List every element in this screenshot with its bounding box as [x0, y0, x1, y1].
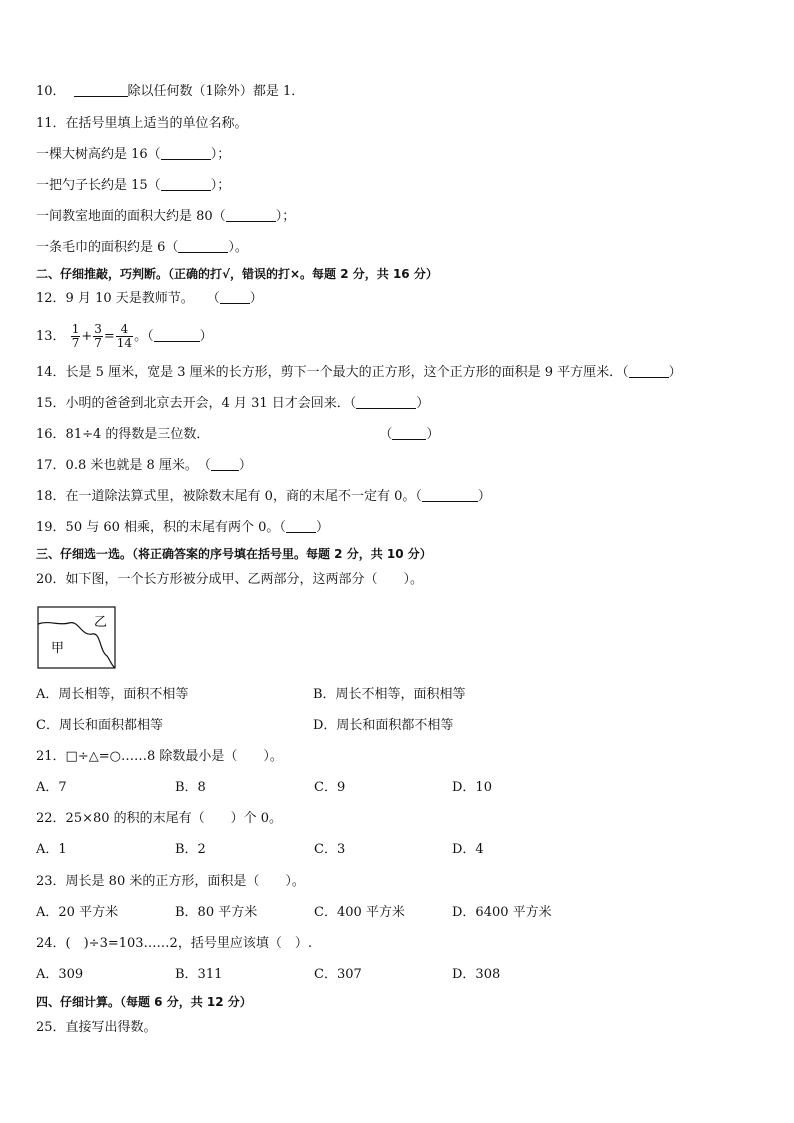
question-text-end: ）: [199, 329, 213, 344]
option-d[interactable]: D．6400 平方米: [452, 905, 552, 920]
answer-blank[interactable]: [154, 328, 200, 342]
question-22: 22．25×80 的积的末尾有（ ）个 0。: [36, 811, 283, 826]
question-text-end: ）: [249, 291, 263, 306]
section-3-heading: 三、仔细选一选。（将正确答案的序号填在括号里。每题 2 分，共 10 分）: [36, 547, 432, 561]
item-text-end: ）；: [210, 178, 231, 193]
question-17: [36, 457, 252, 475]
question-text: 18．在一道除法算式里，被除数末尾有 0，商的末尾不一定有 0。（: [36, 489, 422, 504]
question-text-end: ）: [315, 520, 329, 535]
question-14: [36, 364, 682, 382]
answer-blank[interactable]: [356, 395, 416, 409]
denominator: 7: [71, 336, 80, 350]
question-text: 在括号里填上适当的单位名称。: [65, 116, 248, 131]
question-11-item-b: [36, 177, 230, 195]
item-text: 一把勺子长约是 15（: [36, 178, 161, 193]
question-20: 20．如下图，一个长方形被分成甲、乙两部分，这两部分（ ）。: [36, 572, 424, 587]
question-15: [36, 395, 429, 413]
option-a[interactable]: A．周长相等，面积不相等: [36, 687, 189, 702]
option-b[interactable]: B．周长不相等，面积相等: [313, 687, 466, 702]
denominator: 14: [116, 336, 133, 350]
answer-blank[interactable]: [211, 457, 239, 471]
question-10: [36, 83, 304, 101]
option-c[interactable]: C．400 平方米: [314, 905, 405, 920]
plus-sign: +: [81, 329, 93, 344]
answer-blank[interactable]: [74, 83, 128, 97]
numerator: 4: [116, 323, 133, 337]
question-19: [36, 519, 329, 537]
question-text-end: ）: [426, 427, 440, 442]
numerator: 1: [71, 322, 80, 336]
option-b[interactable]: B．80 平方米: [175, 905, 258, 920]
question-text: 17．0.8 米也就是 8 厘米。 （: [36, 458, 211, 473]
question-text: 。（: [134, 329, 154, 344]
question-text: 19．50 与 60 相乘，积的末尾有两个 0。（: [36, 520, 286, 535]
question-11-item-d: [36, 239, 248, 257]
question-text-end: ）: [477, 489, 491, 504]
question-16: [36, 426, 439, 444]
option-a[interactable]: A．20 平方米: [36, 905, 119, 920]
question-text: 除以任何数（1除外）都是 1．: [127, 84, 305, 99]
option-a[interactable]: A．7: [36, 780, 67, 795]
answer-blank[interactable]: [422, 488, 478, 502]
label-yi: 乙: [94, 615, 108, 630]
question-text-end: ）: [238, 458, 252, 473]
option-d[interactable]: D．10: [452, 780, 492, 795]
option-c[interactable]: C．3: [314, 842, 346, 857]
label-jia: 甲: [51, 641, 65, 656]
option-d[interactable]: D．308: [452, 967, 501, 982]
denominator: 7: [94, 336, 102, 350]
question-number: 13．: [36, 329, 66, 344]
question-18: [36, 488, 491, 506]
item-text: 一棵大树高约是 16（: [36, 147, 161, 162]
question-text-end: ）: [668, 365, 682, 380]
answer-blank[interactable]: [629, 364, 669, 378]
fraction: [116, 323, 133, 350]
option-b[interactable]: B．311: [175, 967, 223, 982]
question-text: 14．长是 5 厘米，宽是 3 厘米的长方形，剪下一个最大的正方形，这个正方形的面积是 9 平方厘米．（: [36, 365, 629, 380]
item-text-end: ）。: [228, 240, 248, 255]
question-11-item-c: [36, 208, 295, 226]
option-c[interactable]: C．9: [314, 780, 346, 795]
item-text-end: ）；: [275, 209, 296, 224]
item-text: 一间教室地面的面积大约是 80（: [36, 209, 226, 224]
fraction: [71, 323, 81, 350]
rectangle-split-figure: [37, 606, 117, 670]
question-13: [36, 319, 213, 355]
answer-blank[interactable]: [226, 208, 276, 222]
item-text: 一条毛巾的面积约是 6（: [36, 240, 179, 255]
answer-blank[interactable]: [392, 426, 426, 440]
option-a[interactable]: A．1: [36, 842, 67, 857]
question-number: 10．: [36, 84, 66, 99]
option-d[interactable]: D．周长和面积都不相等: [313, 718, 454, 733]
answer-blank[interactable]: [161, 177, 211, 191]
item-text-end: ）；: [210, 147, 231, 162]
question-11: [36, 115, 248, 133]
question-text: 16．81÷4 的得数是三位数．: [36, 427, 210, 442]
question-text: 12．9 月 10 天是教师节。 （: [36, 291, 220, 306]
equals-sign: =: [103, 329, 115, 344]
question-number: 11．: [36, 116, 66, 131]
option-b[interactable]: B．2: [175, 842, 206, 857]
answer-blank[interactable]: [286, 519, 316, 533]
section-2-heading: 二、仔细推敲，巧判断。（正确的打√，错误的打×。每题 2 分，共 16 分）: [36, 267, 438, 281]
answer-blank[interactable]: [178, 239, 228, 253]
option-d[interactable]: D．4: [452, 842, 484, 857]
question-text: 15．小明的爸爸到北京去开会，4 月 31 日才会回来．（: [36, 396, 357, 411]
fraction: [93, 323, 103, 350]
question-25: 25．直接写出得数。: [36, 1020, 157, 1035]
numerator: 3: [94, 322, 102, 336]
answer-blank[interactable]: [161, 146, 211, 160]
option-c[interactable]: C．307: [314, 967, 362, 982]
question-text-open: （: [379, 427, 393, 442]
question-12: [36, 290, 263, 308]
question-11-item-a: [36, 146, 230, 164]
option-c[interactable]: C．周长和面积都相等: [36, 718, 163, 733]
question-23: 23．周长是 80 米的正方形，面积是（ ）。: [36, 874, 305, 889]
option-b[interactable]: B．8: [175, 780, 206, 795]
answer-blank[interactable]: [220, 290, 250, 304]
question-24: 24．( )÷3=103……2，括号里应该填（ ）.: [36, 936, 312, 951]
section-4-heading: 四、仔细计算。（每题 6 分，共 12 分）: [36, 995, 252, 1009]
question-21: 21．□÷△=○……8 除数最小是（ ）。: [36, 749, 283, 764]
question-text-end: ）: [416, 396, 430, 411]
option-a[interactable]: A．309: [36, 967, 84, 982]
